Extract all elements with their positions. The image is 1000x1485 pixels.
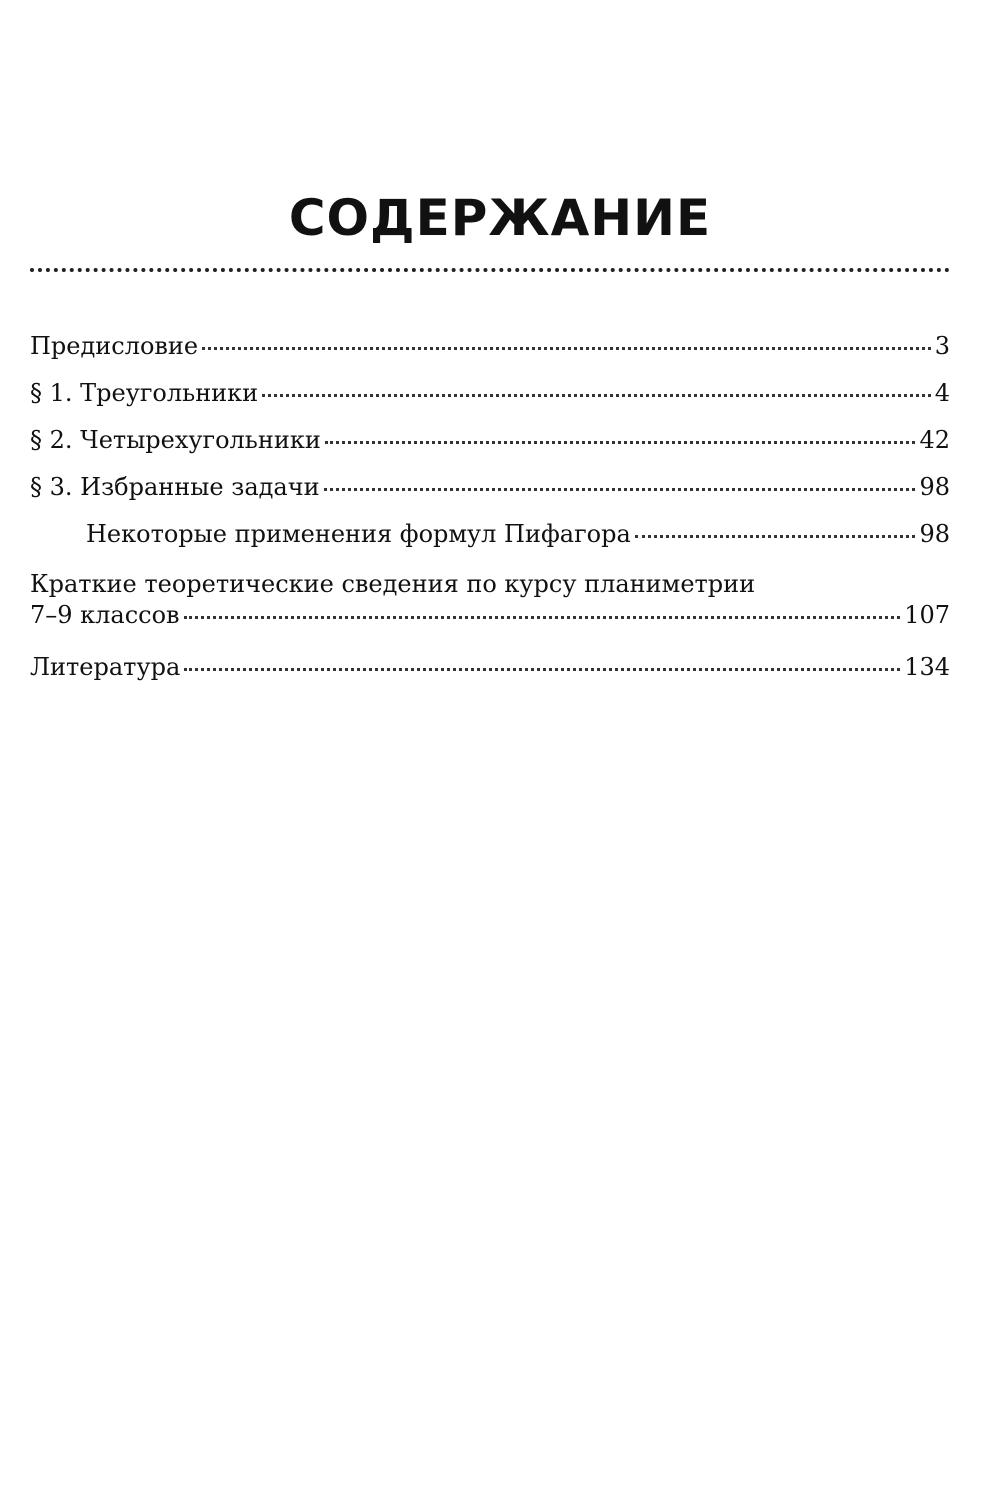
toc-entry-pythagoras[interactable] — [30, 520, 950, 567]
dot-leader — [202, 347, 931, 350]
toc-entry-label: § 3. Избранные задачи — [30, 473, 320, 501]
toc-entry-page: 98 — [919, 473, 950, 501]
dot-leader — [635, 535, 916, 538]
dot-leader — [262, 394, 931, 397]
dot-leader — [324, 488, 916, 491]
toc-entry-literature[interactable] — [30, 653, 950, 700]
table-of-contents — [30, 332, 950, 700]
toc-entry-page: 42 — [919, 426, 950, 454]
toc-entry-triangles[interactable] — [30, 379, 950, 426]
dot-leader — [184, 668, 900, 671]
toc-entry-page: 107 — [904, 601, 950, 629]
toc-entry-label: Литература — [30, 653, 181, 681]
toc-entry-quadrilaterals[interactable] — [30, 426, 950, 473]
toc-entry-page: 134 — [904, 653, 950, 681]
toc-entry-page: 98 — [919, 520, 950, 548]
dot-leader — [184, 616, 901, 619]
toc-entry-label-line1: Краткие теоретические сведения по курсу планиметрии — [30, 570, 756, 598]
toc-entry-page: 3 — [934, 332, 950, 360]
dotted-divider — [30, 268, 950, 272]
toc-entry-label: Предисловие — [30, 332, 199, 360]
toc-entry-preface[interactable] — [30, 332, 950, 379]
toc-entry-page: 4 — [934, 379, 950, 407]
toc-entry-label-line2: 7–9 классов — [30, 601, 180, 629]
toc-entry-label: § 2. Четырехугольники — [30, 426, 321, 454]
page-title: СОДЕРЖАНИЕ — [288, 189, 712, 247]
toc-entry-label: § 1. Треугольники — [30, 379, 259, 407]
toc-entry-selected-problems[interactable] — [30, 473, 950, 520]
toc-entry-label: Некоторые применения формул Пифагора — [86, 520, 631, 548]
toc-entry-theory-summary[interactable] — [30, 567, 950, 641]
dot-leader — [325, 441, 916, 444]
